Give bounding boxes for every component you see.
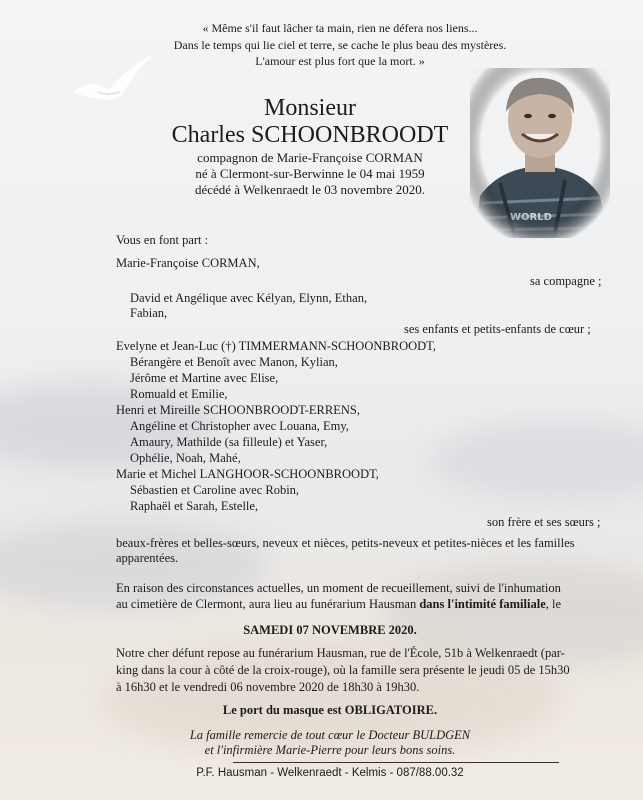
ceremony-line: En raison des circonstances actuelles, un moment de recueillement, suivi de l'inhumation [116,581,561,595]
sibling-family-line: Bérangère et Benoît avec Manon, Kylian, [130,355,338,369]
ceremony-text: au cimetière de Clermont, aura lieu au funérarium Hausman [116,597,420,611]
sibling-family-line: Angéline et Christopher avec Louana, Emy, [130,419,349,433]
sibling-family-line: Romuald et Emilie, [130,387,228,401]
inlaws-line: beaux-frères et belles-sœurs, neveux et nièces, petits-neveux et petites-nièces et les familles [116,536,575,550]
sibling-family-line: Ophélie, Noah, Mahé, [130,451,241,465]
inlaws-line: apparentées. [116,551,179,565]
sibling-line: Marie et Michel LANGHOOR-SCHOONBROODT, [116,467,379,481]
ceremony-emphasis: dans l'intimité familiale [419,597,546,611]
visitation-line: king dans la cour à côté de la croix-rouge), où la famille sera présente le jeudi 05 de 15h30 [116,663,570,677]
deceased-name: Charles SCHOONBROODT [171,122,449,148]
partner-line: compagnon de Marie-Françoise CORMAN [197,150,423,165]
deceased-name-block [170,95,450,149]
death-line: décédé à Welkenraedt le 03 novembre 2020. [194,182,426,197]
opening-quote [150,20,530,70]
partner-role: sa compagne ; [530,274,602,288]
portrait-photo [470,68,610,238]
quote-line: Dans le temps qui lie ciel et terre, se cache le plus beau des mystères. [173,37,507,52]
mask-notice: Le port du masque est OBLIGATOIRE. [222,703,438,717]
sibling-family-line: Jérôme et Martine avec Elise, [130,371,279,385]
quote-line: « Même s'il faut lâcher ta main, rien ne défera nos liens... [202,21,478,35]
partner-name: Marie-Françoise CORMAN, [116,256,260,270]
children-line: Fabian, [130,306,168,320]
visitation-line: Notre cher défunt repose au funérarium Hausman, rue de l'École, 51b à Welkenraedt (par- [116,646,565,660]
children-line: David et Angélique avec Kélyan, Elynn, Ethan, [130,291,368,305]
children-role: ses enfants et petits-enfants de cœur ; [404,322,591,336]
visitation-line: à 16h30 et le vendredi 06 novembre 2020 de 18h30 à 19h30. [116,680,420,694]
thanks-line: La famille remercie de tout cœur le Docteur BULDGEN [189,728,471,742]
deceased-details [170,150,450,198]
sibling-family-line: Amaury, Mathilde (sa filleule) et Yaser, [130,435,328,449]
ceremony-text: , le [545,597,562,611]
birth-line: né à Clermont-sur-Berwinne le 04 mai 1959 [195,166,425,181]
sibling-family-line: Sébastien et Caroline avec Robin, [130,483,300,497]
quote-line: L'amour est plus fort que la mort. » [255,54,425,68]
sibling-line: Henri et Mireille SCHOONBROODT-ERRENS, [116,403,360,417]
thanks-line: et l'infirmière Marie-Pierre pour leurs bons soins. [204,743,456,757]
sibling-line: Evelyne et Jean-Luc (†) TIMMERMANN-SCHOONBROODT, [116,339,436,353]
ceremony-date: SAMEDI 07 NOVEMBRE 2020. [243,623,417,637]
funeral-home-footer: P.F. Hausman - Welkenraedt - Kelmis - 087/88.00.32 [196,767,464,779]
salutation: Monsieur [264,95,356,121]
siblings-role: son frère et ses sœurs ; [487,515,601,529]
announce-line: Vous en font part : [116,233,209,247]
seagull-icon [68,52,158,107]
footer-divider [233,762,559,763]
ceremony-line [116,597,561,612]
sibling-family-line: Raphaël et Sarah, Estelle, [130,499,259,513]
